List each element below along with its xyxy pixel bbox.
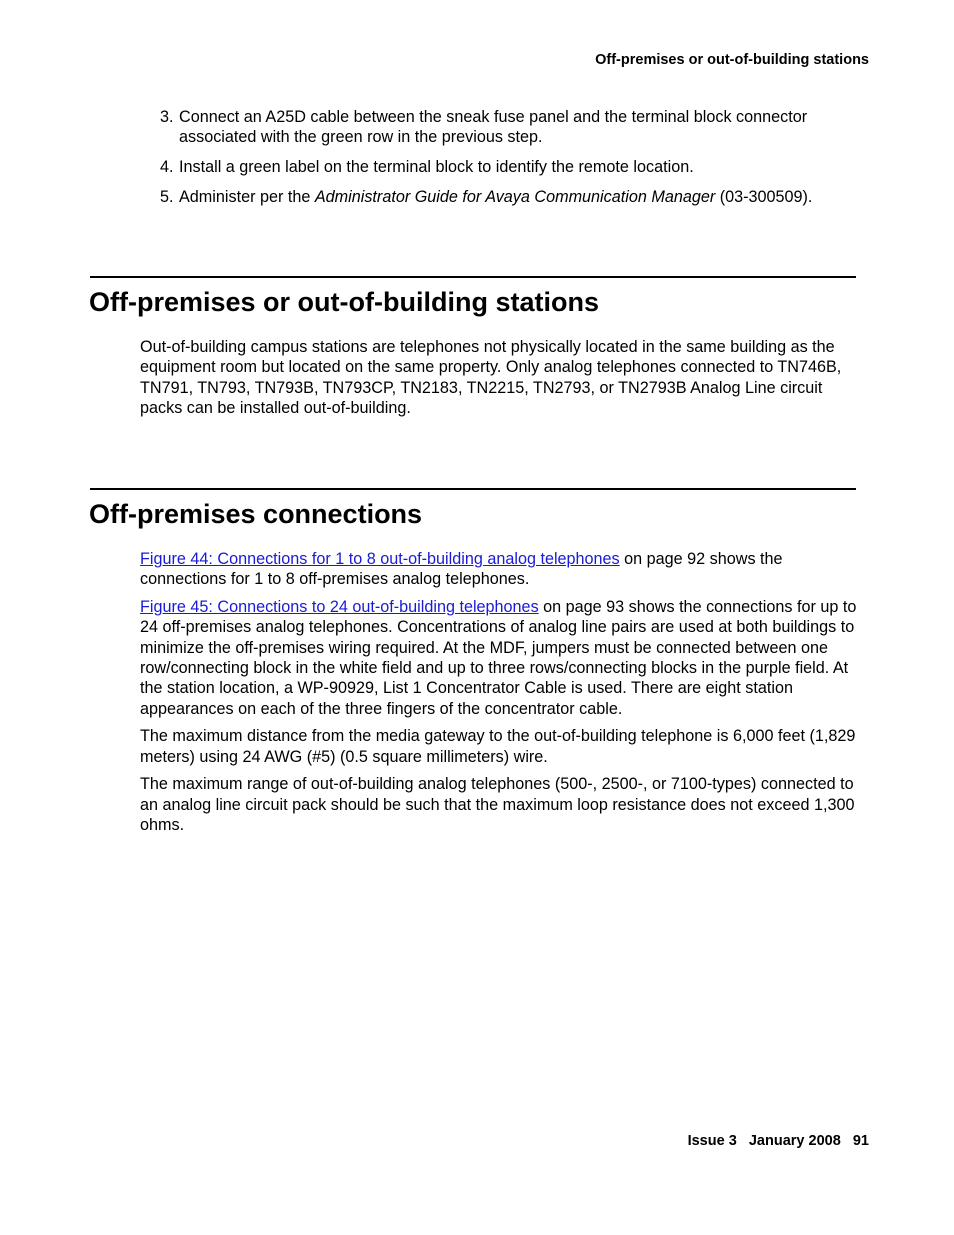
- section-title-off-premises-stations: Off-premises or out-of-building stations: [89, 287, 599, 317]
- issue-date: January 2008: [748, 1133, 841, 1149]
- step-text: [179, 188, 812, 206]
- step-text: Connect an A25D cable between the sneak fuse panel and the terminal block connector associated with the green row in the previous step.: [179, 108, 808, 147]
- paragraph: [140, 549, 858, 590]
- paragraph-text: on page 93 shows the connections for up to 24 off-premises analog telephones. Concentrations of analog line pairs are used at both buildings to minimize the off-premises wiring required. At the MDF, jumpers must be connected between one row/connecting block in the white field and up to three rows/connecting blocks in the purple field. At the station location, a WP-90929, List 1 Concentrator Cable is used. There are eight station appearances on each of the three fingers of the concentrator cable.: [140, 598, 857, 718]
- procedure-steps: [160, 107, 860, 217]
- figure-45-link[interactable]: Figure 45: Connections to 24 out-of-building telephones: [140, 598, 539, 617]
- step-text-after: (03-300509).: [715, 187, 813, 206]
- section-divider: [90, 488, 856, 490]
- paragraph-text: on page 92 shows the connections for 1 to 8 off-premises analog telephones.: [140, 550, 783, 589]
- section-body-connections: [140, 549, 858, 843]
- step-number: 5.: [160, 187, 174, 206]
- step-number: 3.: [160, 108, 174, 126]
- page-number: 91: [852, 1133, 869, 1149]
- step-text-before: Administer per the: [179, 187, 315, 206]
- list-item: [160, 157, 860, 177]
- list-item: [160, 107, 860, 148]
- paragraph: The maximum range of out-of-building analog telephones (500-, 2500-, or 7100-types) connected to an analog line circuit pack should be such that the maximum loop resistance does not exceed 1,300 ohms.: [140, 775, 855, 835]
- section-title-off-premises-connections: Off-premises connections: [89, 499, 423, 529]
- paragraph: [140, 597, 858, 719]
- running-footer: [688, 1133, 869, 1149]
- paragraph: Out-of-building campus stations are telephones not physically located in the same building as the equipment room but located on the same property. Only analog telephones connected to TN746B, TN791, TN793, TN793B, TN793CP, TN2183, TN2215, TN2793, or TN2793B Analog Line circuit packs can be installed out-of-building.: [140, 338, 842, 417]
- step-number: 4.: [160, 158, 174, 177]
- document-title-reference: Administrator Guide for Avaya Communication Manager: [314, 187, 716, 206]
- figure-44-link[interactable]: Figure 44: Connections for 1 to 8 out-of-building analog telephones: [140, 550, 620, 568]
- section-body-stations: [140, 337, 858, 426]
- paragraph: The maximum distance from the media gateway to the out-of-building telephone is 6,000 feet (1,829 meters) using 24 AWG (#5) (0.5 square millimeters) wire.: [140, 727, 856, 766]
- running-header: Off-premises or out-of-building stations: [595, 52, 869, 68]
- section-divider: [90, 276, 856, 278]
- list-item: [160, 187, 860, 207]
- step-text: Install a green label on the terminal block to identify the remote location.: [179, 158, 694, 177]
- issue-label: Issue 3: [687, 1133, 737, 1149]
